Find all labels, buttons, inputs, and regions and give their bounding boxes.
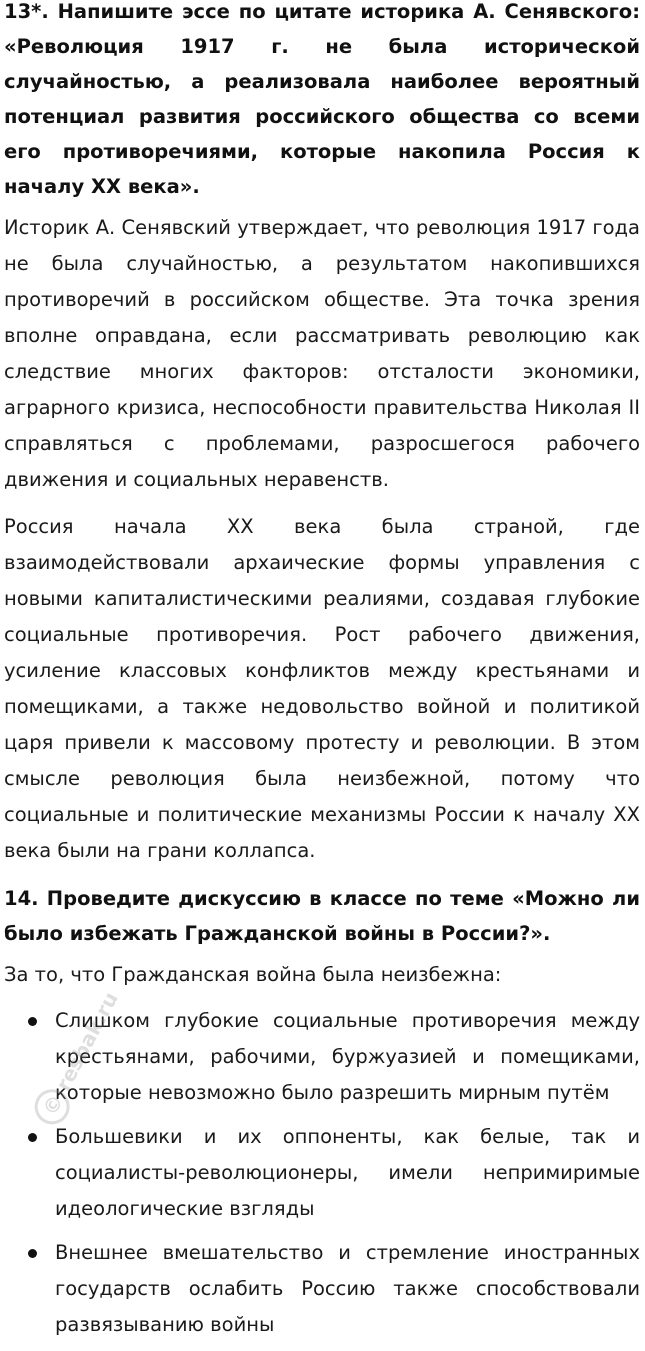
- task-13-paragraph-2: Россия начала XX века была страной, где взаимодействовали архаические формы управления с новыми капиталистическими реалиями, создавая глубокие социальные противоречия. Рост рабочего движения, усиление классовых конфликтов между крестьянами и помещиками, а также недовольство войной и политикой царя привели к массовому протесту и революции. В этом смысле революция была неизбежной, потому что социальные и политические механизмы России к началу XX века были на грани коллапса.: [4, 515, 640, 862]
- argument-list: [4, 1003, 640, 1343]
- task-13-title: 13*. Напишите эссе по цитате историка А. Сенявского: «Революция 1917 г. не была исторической случайностью, а реализовала наиболее вероятный потенциал развития российского общества со всеми его противоречиями, которые накопила Россия к началу XX века».: [4, 0, 640, 198]
- list-item-text: Слишком глубокие социальные противоречия между крестьянами, рабочими, буржуазией и помещиками, которые невозможно было разрешить мирным путём: [55, 1009, 640, 1104]
- watermark-text: resbak.ru: [50, 988, 123, 1095]
- list-item-text: Большевики и их оппоненты, как белые, так и социалисты-революционеры, имели непримиримые идеологические взгляды: [55, 1125, 640, 1220]
- task-14-intro: За то, что Гражданская война была неизбежна:: [4, 963, 502, 986]
- list-item-text: Внешнее вмешательство и стремление иностранных государств ослабить Россию также способствовали развязыванию войны: [55, 1241, 640, 1336]
- list-item: [4, 1003, 640, 1111]
- bullet-icon: [28, 1133, 37, 1142]
- bullet-icon: [28, 1017, 37, 1026]
- task-13-paragraph-1: Историк А. Сенявский утверждает, что революция 1917 года не была случайностью, а результатом накопившихся противоречий в российском обществе. Эта точка зрения вполне оправдана, если рассматривать революцию как следствие многих факторов: отсталости экономики, аграрного кризиса, неспособности правительства Николая II справляться с проблемами, разросшегося рабочего движения и социальных неравенств.: [4, 216, 640, 491]
- watermark-copyright-icon: ©: [37, 1090, 69, 1120]
- list-item: [4, 1235, 640, 1343]
- task-14-title: 14. Проведите дискуссию в классе по теме «Можно ли было избежать Гражданской войны в России?».: [4, 887, 640, 945]
- bullet-icon: [28, 1249, 37, 1258]
- textbook-page: [4, 0, 640, 1351]
- list-item: [4, 1119, 640, 1227]
